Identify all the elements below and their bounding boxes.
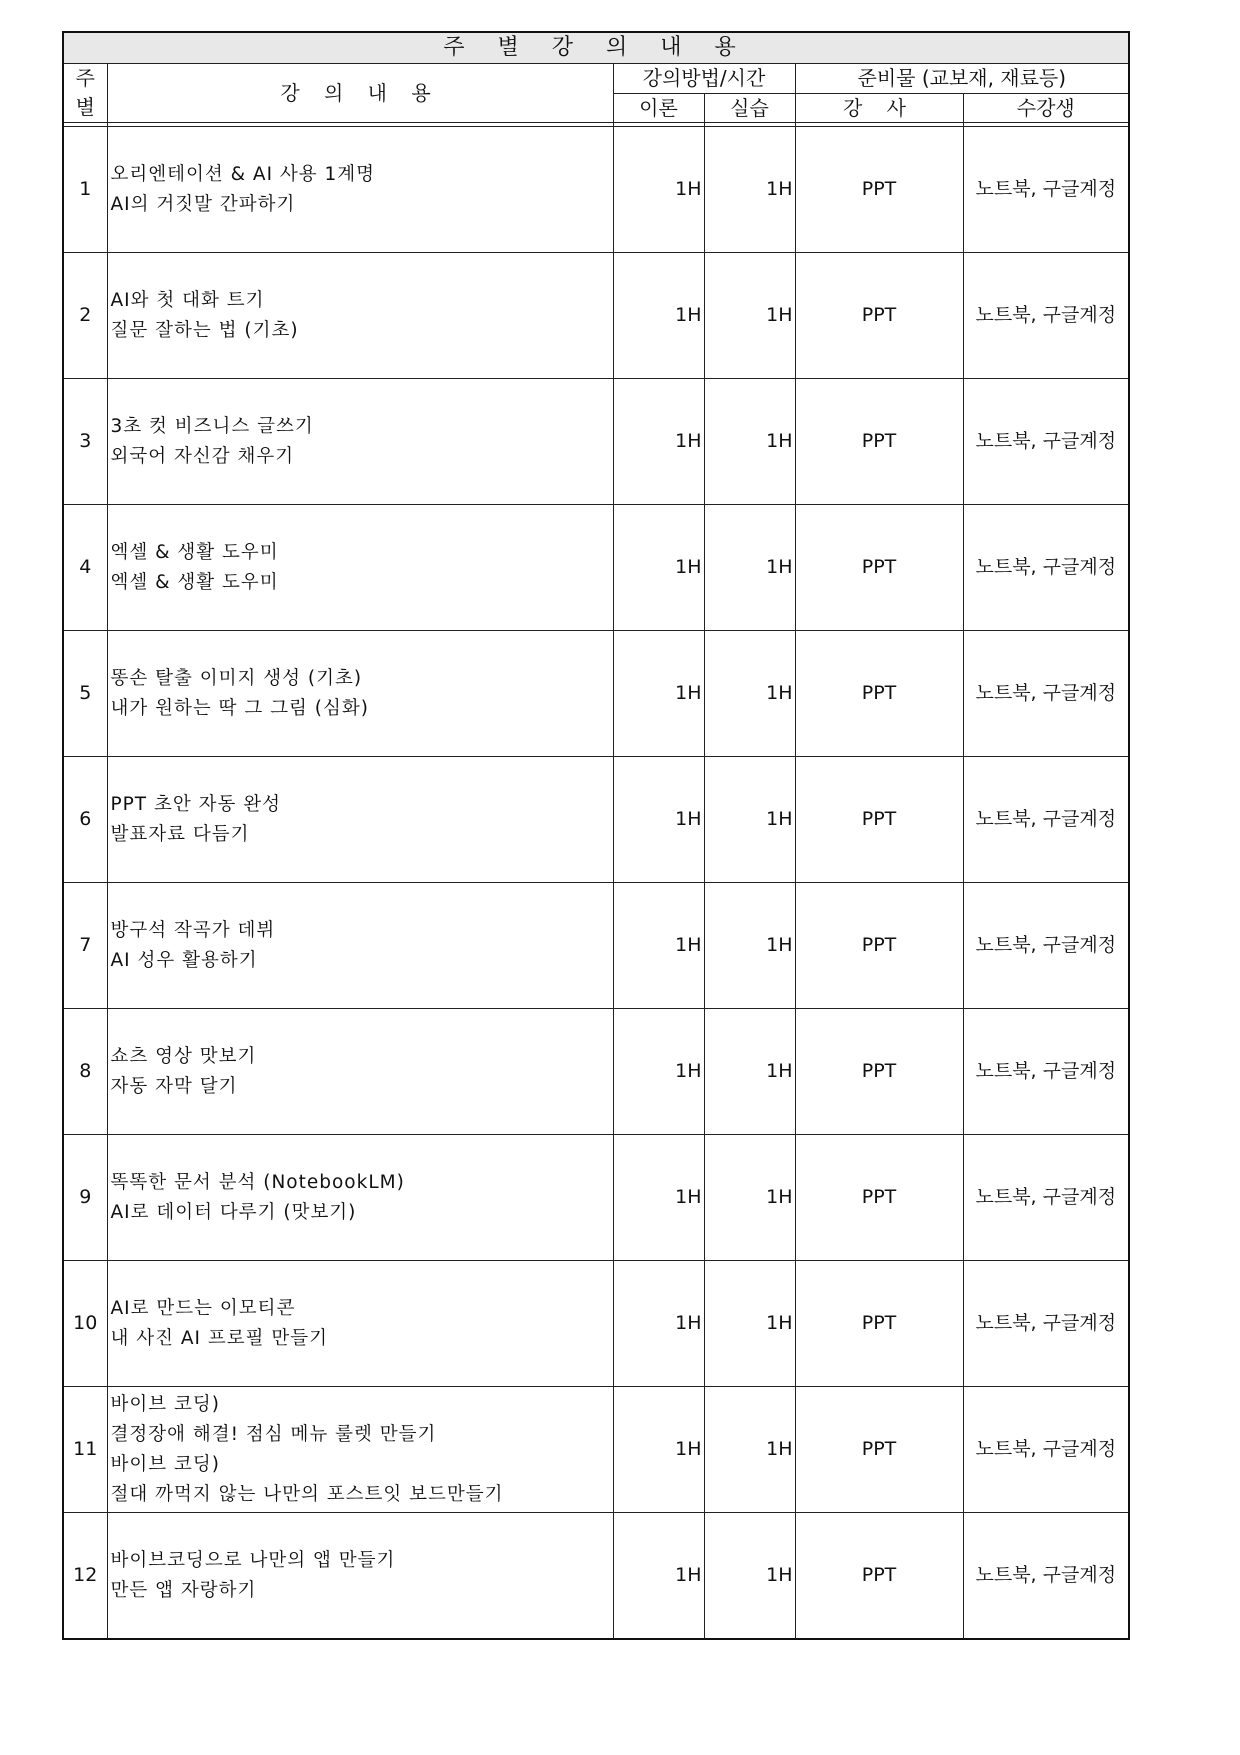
lecture-content-line: 오리엔테이션 & AI 사용 1계명 bbox=[110, 163, 376, 185]
instructor-material: PPT bbox=[795, 1009, 963, 1135]
table-row bbox=[63, 883, 1129, 1009]
lecture-content bbox=[107, 757, 613, 883]
week-number: 10 bbox=[63, 1261, 107, 1387]
theory-hours: 1H bbox=[613, 631, 704, 757]
instructor-material: PPT bbox=[795, 1387, 963, 1513]
week-number: 6 bbox=[63, 757, 107, 883]
lecture-content bbox=[107, 505, 613, 631]
title-row bbox=[63, 32, 1129, 64]
lecture-content-line: 만든 앱 자랑하기 bbox=[110, 1579, 257, 1601]
header-theory: 이론 bbox=[613, 93, 704, 123]
practice-hours: 1H bbox=[704, 1261, 795, 1387]
lecture-content-line: 내가 원하는 딱 그 그림 (심화) bbox=[110, 697, 369, 719]
lecture-content bbox=[107, 1261, 613, 1387]
instructor-material: PPT bbox=[795, 1261, 963, 1387]
table-body bbox=[63, 32, 1129, 1639]
practice-hours: 1H bbox=[704, 1387, 795, 1513]
lecture-content-line: 바이브 코딩) bbox=[110, 1393, 220, 1415]
practice-hours: 1H bbox=[704, 1513, 795, 1640]
lecture-content bbox=[107, 1387, 613, 1513]
table-row bbox=[63, 1261, 1129, 1387]
student-material: 노트북, 구글계정 bbox=[963, 1387, 1129, 1513]
practice-hours: 1H bbox=[704, 883, 795, 1009]
table-row bbox=[63, 757, 1129, 883]
instructor-material: PPT bbox=[795, 253, 963, 379]
theory-hours: 1H bbox=[613, 757, 704, 883]
practice-hours: 1H bbox=[704, 757, 795, 883]
lecture-content bbox=[107, 1009, 613, 1135]
lecture-content bbox=[107, 1513, 613, 1640]
instructor-material: PPT bbox=[795, 127, 963, 253]
table-row bbox=[63, 631, 1129, 757]
lecture-content-line: 방구석 작곡가 데뷔 bbox=[110, 919, 276, 941]
theory-hours: 1H bbox=[613, 1387, 704, 1513]
table-title: 주 별 강 의 내 용 bbox=[63, 32, 1129, 64]
student-material: 노트북, 구글계정 bbox=[963, 757, 1129, 883]
week-number: 2 bbox=[63, 253, 107, 379]
lecture-content-line: 발표자료 다듬기 bbox=[110, 823, 250, 845]
theory-hours: 1H bbox=[613, 883, 704, 1009]
student-material: 노트북, 구글계정 bbox=[963, 505, 1129, 631]
header-materials-group: 준비물 (교보재, 재료등) bbox=[795, 64, 1129, 94]
practice-hours: 1H bbox=[704, 1009, 795, 1135]
instructor-material: PPT bbox=[795, 883, 963, 1009]
week-number: 7 bbox=[63, 883, 107, 1009]
lecture-content-line: 엑셀 & 생활 도우미 bbox=[110, 541, 279, 563]
table-row bbox=[63, 253, 1129, 379]
theory-hours: 1H bbox=[613, 505, 704, 631]
header-week bbox=[63, 64, 107, 123]
week-number: 11 bbox=[63, 1387, 107, 1513]
lecture-content-line: 자동 자막 달기 bbox=[110, 1075, 238, 1097]
lecture-content-line: AI 성우 활용하기 bbox=[110, 949, 258, 971]
lecture-content-line: 질문 잘하는 법 (기초) bbox=[110, 319, 299, 341]
header-method-group: 강의방법/시간 bbox=[613, 64, 795, 94]
weekly-lecture-table bbox=[62, 31, 1130, 1640]
theory-hours: 1H bbox=[613, 1261, 704, 1387]
lecture-content-line: 절대 까먹지 않는 나만의 포스트잇 보드만들기 bbox=[110, 1483, 504, 1505]
table-row bbox=[63, 505, 1129, 631]
practice-hours: 1H bbox=[704, 379, 795, 505]
lecture-content-line: AI의 거짓말 간파하기 bbox=[110, 193, 296, 215]
lecture-content-line: 똥손 탈출 이미지 생성 (기초) bbox=[110, 667, 363, 689]
practice-hours: 1H bbox=[704, 253, 795, 379]
practice-hours: 1H bbox=[704, 505, 795, 631]
lecture-content-line: 결정장애 해결! 점심 메뉴 룰렛 만들기 bbox=[110, 1423, 437, 1445]
lecture-content bbox=[107, 883, 613, 1009]
instructor-material: PPT bbox=[795, 1135, 963, 1261]
lecture-content-line: AI와 첫 대화 트기 bbox=[110, 289, 265, 311]
instructor-material: PPT bbox=[795, 1513, 963, 1640]
student-material: 노트북, 구글계정 bbox=[963, 883, 1129, 1009]
student-material: 노트북, 구글계정 bbox=[963, 631, 1129, 757]
theory-hours: 1H bbox=[613, 1135, 704, 1261]
weekly-syllabus-sheet bbox=[62, 31, 1128, 1640]
theory-hours: 1H bbox=[613, 379, 704, 505]
theory-hours: 1H bbox=[613, 127, 704, 253]
lecture-content-line: 3초 컷 비즈니스 글쓰기 bbox=[110, 415, 314, 437]
header-student: 수강생 bbox=[963, 93, 1129, 123]
practice-hours: 1H bbox=[704, 1135, 795, 1261]
header-row-1 bbox=[63, 64, 1129, 94]
lecture-content-line: 엑셀 & 생활 도우미 bbox=[110, 571, 279, 593]
header-practice: 실습 bbox=[704, 93, 795, 123]
instructor-material: PPT bbox=[795, 757, 963, 883]
instructor-material: PPT bbox=[795, 631, 963, 757]
table-row bbox=[63, 379, 1129, 505]
table-row bbox=[63, 1513, 1129, 1640]
student-material: 노트북, 구글계정 bbox=[963, 127, 1129, 253]
instructor-material: PPT bbox=[795, 505, 963, 631]
instructor-material: PPT bbox=[795, 379, 963, 505]
theory-hours: 1H bbox=[613, 253, 704, 379]
header-content: 강 의 내 용 bbox=[107, 64, 613, 123]
lecture-content bbox=[107, 253, 613, 379]
table-row bbox=[63, 1009, 1129, 1135]
table-row bbox=[63, 1387, 1129, 1513]
lecture-content bbox=[107, 631, 613, 757]
lecture-content-line: 외국어 자신감 채우기 bbox=[110, 445, 295, 467]
lecture-content-line: 바이브코딩으로 나만의 앱 만들기 bbox=[110, 1549, 396, 1571]
lecture-content-line: 내 사진 AI 프로필 만들기 bbox=[110, 1327, 328, 1349]
week-number: 9 bbox=[63, 1135, 107, 1261]
student-material: 노트북, 구글계정 bbox=[963, 1009, 1129, 1135]
student-material: 노트북, 구글계정 bbox=[963, 253, 1129, 379]
lecture-content-line: 똑똑한 문서 분석 (NotebookLM) bbox=[110, 1171, 405, 1193]
week-number: 8 bbox=[63, 1009, 107, 1135]
lecture-content-line: AI로 데이터 다루기 (맛보기) bbox=[110, 1201, 357, 1223]
student-material: 노트북, 구글계정 bbox=[963, 379, 1129, 505]
lecture-content bbox=[107, 127, 613, 253]
header-week-line2: 별 bbox=[75, 95, 95, 119]
header-instructor: 강 사 bbox=[795, 93, 963, 123]
theory-hours: 1H bbox=[613, 1513, 704, 1640]
student-material: 노트북, 구글계정 bbox=[963, 1261, 1129, 1387]
lecture-content-line: 쇼츠 영상 맛보기 bbox=[110, 1045, 257, 1067]
week-number: 4 bbox=[63, 505, 107, 631]
practice-hours: 1H bbox=[704, 631, 795, 757]
header-week-line1: 주 bbox=[75, 66, 95, 90]
table-row bbox=[63, 1135, 1129, 1261]
lecture-content-line: AI로 만드는 이모티콘 bbox=[110, 1297, 296, 1319]
student-material: 노트북, 구글계정 bbox=[963, 1135, 1129, 1261]
week-number: 3 bbox=[63, 379, 107, 505]
theory-hours: 1H bbox=[613, 1009, 704, 1135]
week-number: 5 bbox=[63, 631, 107, 757]
week-number: 1 bbox=[63, 127, 107, 253]
lecture-content-line: 바이브 코딩) bbox=[110, 1453, 220, 1475]
table-row bbox=[63, 127, 1129, 253]
practice-hours: 1H bbox=[704, 127, 795, 253]
lecture-content bbox=[107, 379, 613, 505]
lecture-content bbox=[107, 1135, 613, 1261]
student-material: 노트북, 구글계정 bbox=[963, 1513, 1129, 1640]
week-number: 12 bbox=[63, 1513, 107, 1640]
lecture-content-line: PPT 초안 자동 완성 bbox=[110, 793, 281, 815]
